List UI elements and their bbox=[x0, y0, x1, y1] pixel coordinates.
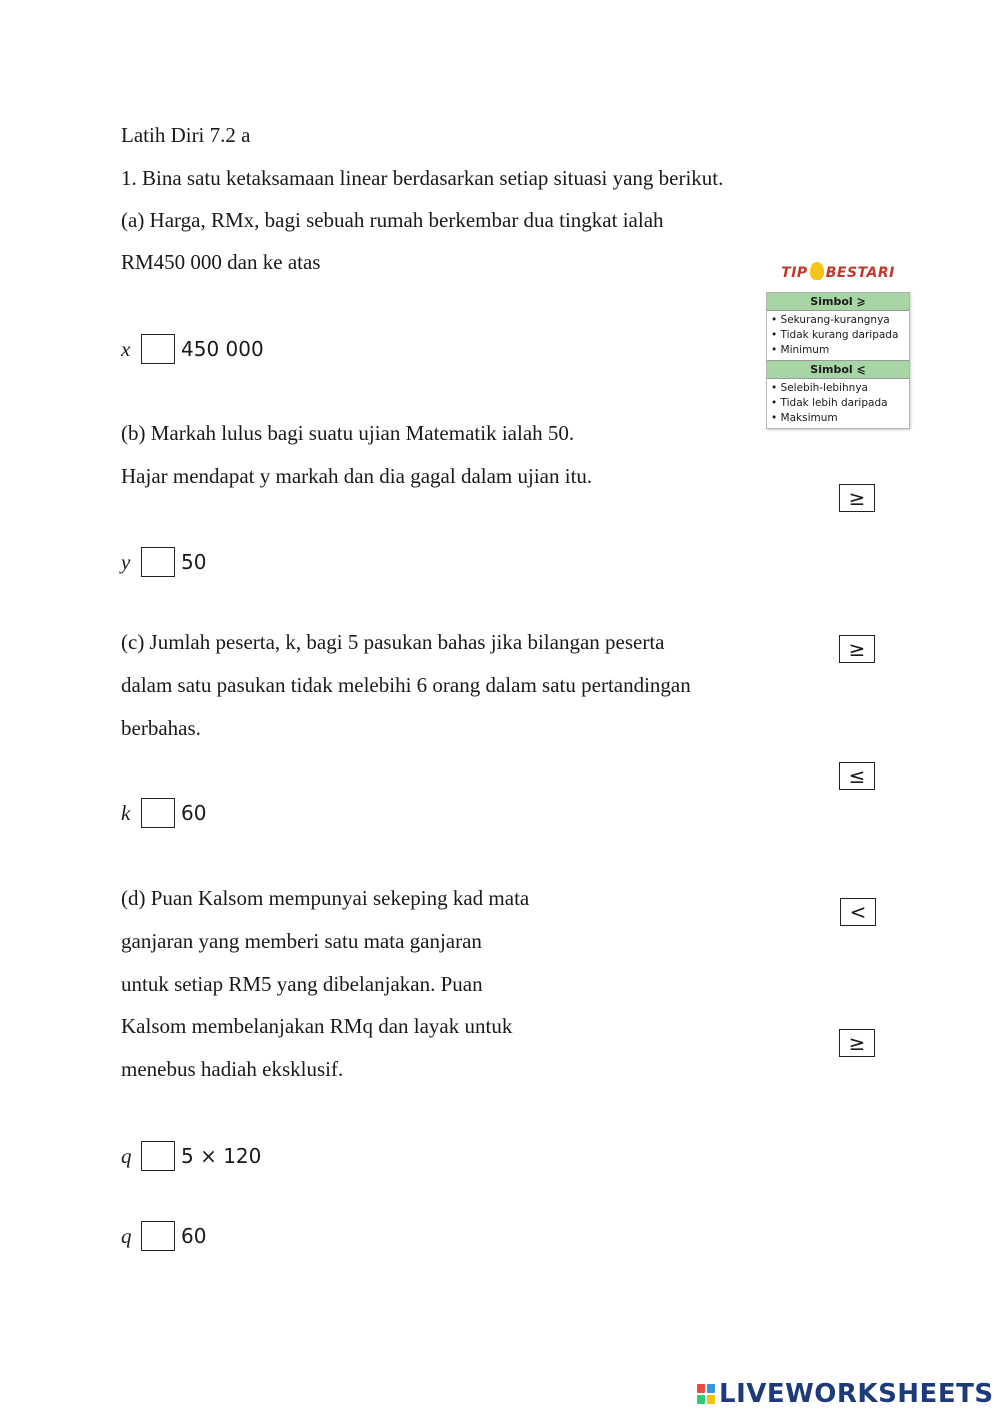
tip-logo-left: TIP bbox=[781, 265, 808, 281]
tip-heading-le: Simbol ⩽ bbox=[767, 360, 909, 379]
equation-d2 bbox=[121, 1219, 206, 1253]
question-c-line-2: dalam satu pasukan tidak melebihi 6 orang dalam satu pertandingan bbox=[121, 673, 691, 697]
answer-box-a[interactable] bbox=[141, 334, 175, 364]
liveworksheets-logo bbox=[697, 1376, 994, 1412]
equation-b bbox=[121, 545, 206, 579]
equation-c-variable: k bbox=[121, 800, 131, 825]
question-c-line-3: berbahas. bbox=[121, 716, 201, 740]
equation-b-rhs: 50 bbox=[181, 550, 207, 574]
worksheet-title: Latih Diri 7.2 a bbox=[121, 123, 251, 147]
equation-d1-variable: q bbox=[121, 1143, 132, 1168]
equation-d2-rhs: 60 bbox=[181, 1224, 207, 1248]
question-a-line-1: (a) Harga, RMx, bagi sebuah rumah berkembar dua tingkat ialah bbox=[121, 208, 664, 232]
question-d-line-3: untuk setiap RM5 yang dibelanjakan. Puan bbox=[121, 972, 483, 996]
instruction-text: 1. Bina satu ketaksamaan linear berdasarkan setiap situasi yang berikut. bbox=[121, 166, 724, 190]
equation-a bbox=[121, 332, 264, 366]
answer-option-3[interactable]: ≤ bbox=[839, 762, 875, 790]
equation-d1-rhs: 5 × 120 bbox=[181, 1144, 262, 1168]
tip-item: • Selebih-lebihnya bbox=[767, 381, 909, 396]
answer-option-4[interactable]: < bbox=[840, 898, 876, 926]
question-d-line-4: Kalsom membelanjakan RMq dan layak untuk bbox=[121, 1014, 513, 1038]
equation-c-rhs: 60 bbox=[181, 801, 207, 825]
answer-box-b[interactable] bbox=[141, 547, 175, 577]
equation-c bbox=[121, 796, 206, 830]
equation-a-rhs: 450 000 bbox=[181, 337, 264, 361]
tip-logo-right: BESTARI bbox=[825, 265, 895, 281]
tip-heading-ge: Simbol ⩾ bbox=[767, 293, 909, 311]
tip-list-ge bbox=[767, 311, 909, 360]
equation-d2-variable: q bbox=[121, 1223, 132, 1248]
liveworksheets-grid-icon bbox=[697, 1384, 715, 1404]
question-a-line-2: RM450 000 dan ke atas bbox=[121, 250, 321, 274]
answer-box-d1[interactable] bbox=[141, 1141, 175, 1171]
equation-a-variable: x bbox=[121, 336, 131, 361]
liveworksheets-wordmark: LIVEWORKSHEETS bbox=[719, 1379, 994, 1409]
tip-item: • Tidak kurang daripada bbox=[767, 328, 909, 343]
answer-box-d2[interactable] bbox=[141, 1221, 175, 1251]
question-b-line-1: (b) Markah lulus bagi suatu ujian Matematik ialah 50. bbox=[121, 421, 575, 445]
tip-item: • Sekurang-kurangnya bbox=[767, 313, 909, 328]
answer-box-c[interactable] bbox=[141, 798, 175, 828]
question-b-line-2: Hajar mendapat y markah dan dia gagal dalam ujian itu. bbox=[121, 464, 593, 488]
tip-item: • Minimum bbox=[767, 343, 909, 358]
question-d-line-1: (d) Puan Kalsom mempunyai sekeping kad mata bbox=[121, 886, 530, 910]
tip-list-le bbox=[767, 379, 909, 428]
question-d-line-5: menebus hadiah eksklusif. bbox=[121, 1057, 344, 1081]
equation-d1 bbox=[121, 1139, 261, 1173]
tip-bestari-panel bbox=[766, 254, 910, 429]
lightbulb-icon bbox=[810, 262, 824, 280]
tip-item: • Maksimum bbox=[767, 411, 909, 426]
answer-option-2[interactable]: ≥ bbox=[839, 635, 875, 663]
answer-option-5[interactable]: ≥ bbox=[839, 1029, 875, 1057]
equation-b-variable: y bbox=[121, 549, 131, 574]
question-c-line-1: (c) Jumlah peserta, k, bagi 5 pasukan bahas jika bilangan peserta bbox=[121, 630, 665, 654]
tip-item: • Tidak lebih daripada bbox=[767, 396, 909, 411]
question-d-line-2: ganjaran yang memberi satu mata ganjaran bbox=[121, 929, 482, 953]
answer-option-1[interactable]: ≥ bbox=[839, 484, 875, 512]
tip-card bbox=[766, 292, 910, 429]
tip-bestari-logo bbox=[766, 254, 910, 292]
